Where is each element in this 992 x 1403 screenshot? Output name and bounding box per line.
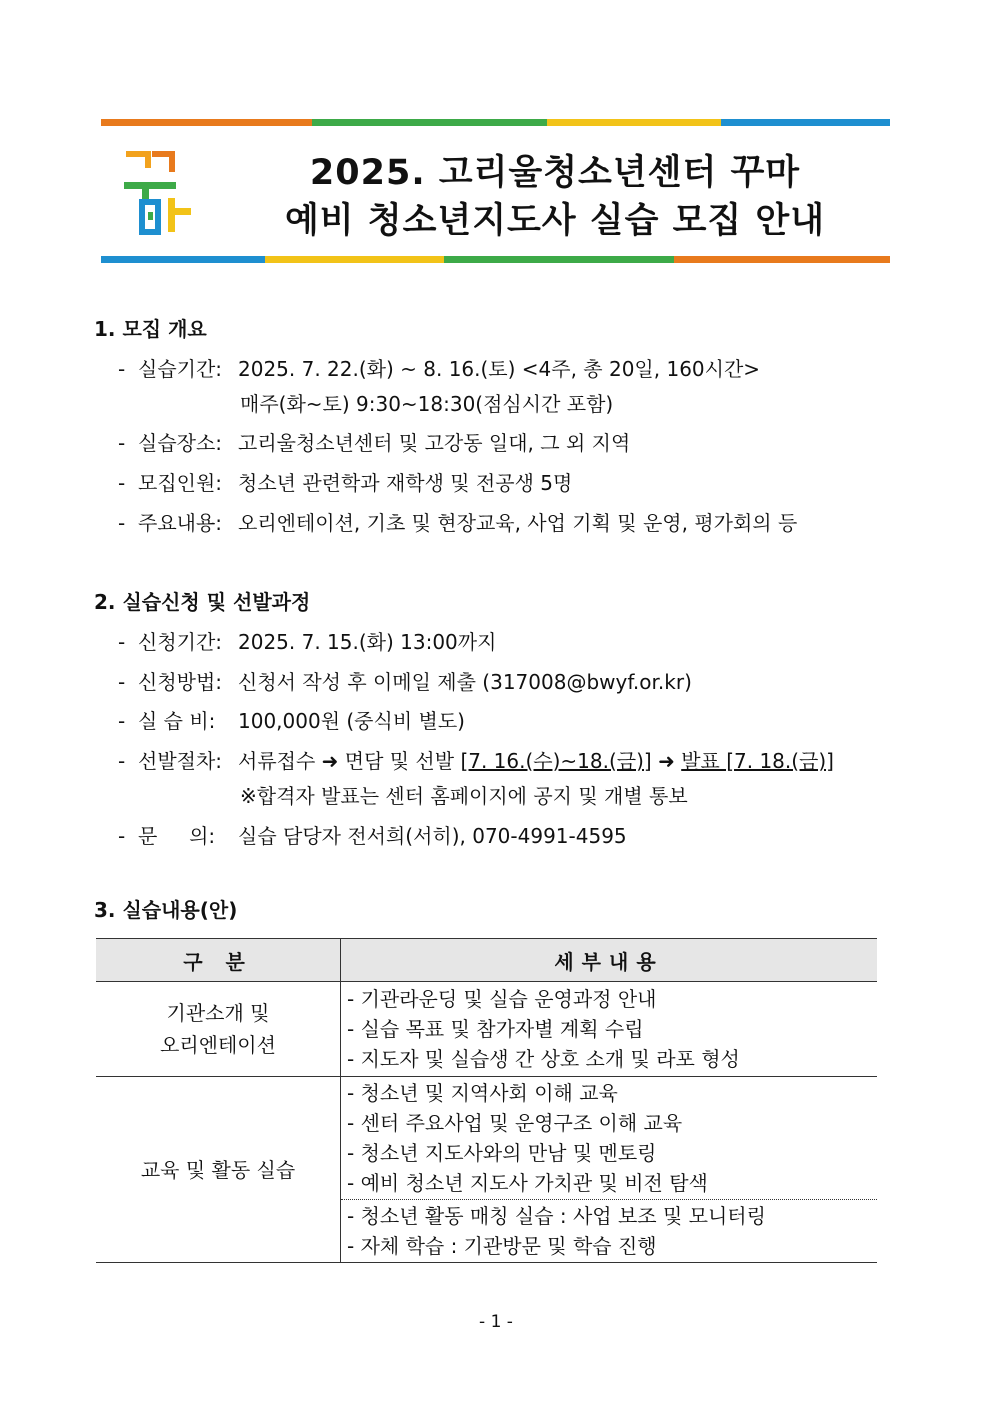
row-details (341, 1200, 878, 1263)
bullet-dash: - (118, 511, 126, 535)
detail-item: - 청소년 및 지역사회 이해 교육 (347, 1081, 618, 1105)
header-color-bar-top (101, 119, 890, 126)
row-category: 교육 및 활동 실습 (96, 1077, 341, 1263)
row-details (341, 1077, 878, 1200)
row-label: 실 습 비: (138, 709, 216, 733)
section1-heading: 1. 모집 개요 (94, 317, 207, 341)
row-category (96, 982, 341, 1077)
bullet-dash: - (118, 824, 126, 848)
bullet-dash: - (118, 709, 126, 733)
section2-row-selection (118, 745, 834, 774)
document-title-line1: 2025. 고리울청소년센터 꾸마 (309, 153, 801, 193)
section2-row-apply-period (118, 626, 496, 655)
bullet-dash: - (118, 431, 126, 455)
row-label: 신청방법: (138, 670, 223, 694)
section1-row-period (118, 353, 760, 382)
section2-row-selection-note: ※합격자 발표는 센터 홈페이지에 공지 및 개별 통보 (240, 784, 688, 808)
row-value: 청소년 관련학과 재학생 및 전공생 5명 (238, 471, 573, 495)
category-line: 기관소개 및 (166, 1001, 270, 1025)
row-value: 고리울청소년센터 및 고강동 일대, 그 외 지역 (238, 431, 631, 455)
section2-heading: 2. 실습신청 및 선발과정 (94, 590, 311, 614)
row-value: 100,000원 (중식비 별도) (238, 709, 465, 733)
section1-row-content (118, 507, 797, 536)
row-value: 실습 담당자 전서희(서히), 070-4991-4595 (238, 824, 627, 848)
col-header-category: 구 분 (96, 939, 341, 982)
bullet-dash: - (118, 670, 126, 694)
detail-item: - 청소년 활동 매칭 실습 : 사업 보조 및 모니터링 (347, 1204, 766, 1228)
row-label: 신청기간: (138, 630, 223, 654)
row-value: 신청서 작성 후 이메일 제출 (317008@bwyf.or.kr) (238, 670, 692, 694)
col-header-details: 세부내용 (341, 939, 878, 982)
page-number: - 1 - (479, 1312, 513, 1332)
announcement-date: 발표 [7. 18.(금)] (681, 749, 834, 773)
section1-row-count (118, 467, 572, 496)
row-label: 실습기간: (138, 357, 223, 381)
interview-dates: [7. 16.(수)~18.(금)] (460, 749, 652, 773)
table-header-row (96, 939, 877, 982)
table-row (96, 1077, 877, 1200)
table-row (96, 982, 877, 1077)
row-value: 오리엔테이션, 기초 및 현장교육, 사업 기획 및 운영, 평가회의 등 (238, 511, 798, 535)
bullet-dash: - (118, 357, 126, 381)
kkuma-logo-icon (122, 150, 194, 236)
row-value: 서류접수 ➜ 면담 및 선발 (238, 749, 461, 773)
row-value: 2025. 7. 15.(화) 13:00까지 (238, 630, 497, 654)
detail-item: - 실습 목표 및 참가자별 계획 수립 (347, 1017, 644, 1041)
detail-item: - 지도자 및 실습생 간 상호 소개 및 라포 형성 (347, 1047, 740, 1071)
bullet-dash: - (118, 471, 126, 495)
row-label: 실습장소: (138, 431, 223, 455)
section3-heading: 3. 실습내용(안) (94, 898, 238, 922)
section2-row-apply-method (118, 666, 692, 695)
section1-row-place (118, 427, 630, 456)
detail-item: - 청소년 지도사와의 만남 및 멘토링 (347, 1141, 657, 1165)
bullet-dash: - (118, 749, 126, 773)
detail-item: - 센터 주요사업 및 운영구조 이해 교육 (347, 1111, 683, 1135)
bullet-dash: - (118, 630, 126, 654)
row-value: 2025. 7. 22.(화) ~ 8. 16.(토) <4주, 총 20일, 160시간> (238, 357, 761, 381)
document-title-line2: 예비 청소년지도사 실습 모집 안내 (284, 201, 826, 241)
row-label: 주요내용: (138, 511, 223, 535)
category-line: 오리엔테이션 (160, 1033, 276, 1057)
section2-row-fee (118, 705, 465, 734)
arrow: ➜ (651, 749, 682, 773)
section2-row-contact (118, 820, 627, 849)
row-label: 선발절차: (138, 749, 223, 773)
program-table (96, 938, 877, 1263)
row-label: 모집인원: (138, 471, 223, 495)
header-color-bar-bottom (101, 256, 890, 263)
detail-item: - 예비 청소년 지도사 가치관 및 비전 탐색 (347, 1171, 708, 1195)
row-label: 문 의: (138, 824, 216, 848)
row-details (341, 982, 878, 1077)
detail-item: - 자체 학습 : 기관방문 및 학습 진행 (347, 1234, 657, 1258)
detail-item: - 기관라운딩 및 실습 운영과정 안내 (347, 987, 657, 1011)
section1-row-period-cont: 매주(화~토) 9:30~18:30(점심시간 포함) (240, 392, 614, 416)
